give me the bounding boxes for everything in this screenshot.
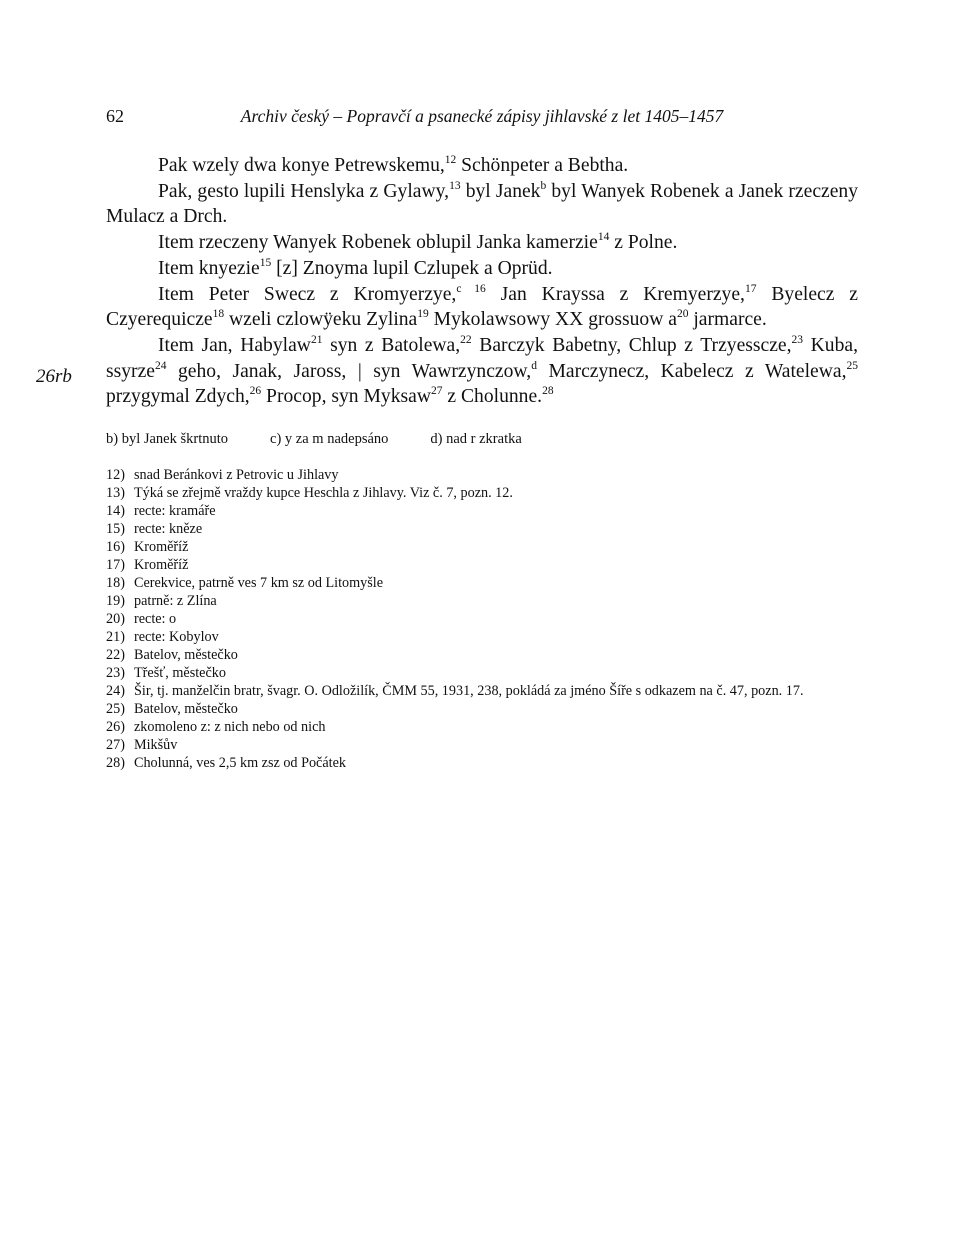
footnote-number: 15) [106, 521, 125, 537]
variant-note: b) byl Janek škrtnuto [106, 431, 229, 447]
variant-note: c) y za m nadepsáno [270, 431, 389, 447]
footnote-number: 13) [106, 485, 125, 501]
text-run: Schönpeter a Bebtha. [456, 155, 629, 176]
footnote-number: 14) [106, 503, 125, 519]
footnote-marker: 19 [417, 308, 429, 321]
footnote [106, 664, 858, 682]
footnote-number: 22) [106, 647, 125, 663]
text-run: Item Peter Swecz z Kromyerzye, [158, 283, 457, 305]
page-header [106, 106, 858, 130]
text-run: z Cholunne. [442, 386, 543, 408]
footnote [106, 574, 858, 592]
footnote-marker: 25 [846, 359, 858, 372]
footnote [106, 628, 858, 646]
footnote-number: 17) [106, 557, 125, 573]
text-run: geho, Janak, Jaross, | syn Wawrzynczow, [166, 360, 532, 382]
text-run: Barczyk Babetny, Chlup z Trzyesscze, [471, 334, 792, 356]
footnote-text: Kroměříž [134, 539, 189, 555]
footnote-number: 26) [106, 719, 125, 735]
footnote-marker: d [531, 359, 537, 372]
footnote-marker: 13 [449, 179, 461, 192]
footnote [106, 592, 858, 610]
footnote [106, 538, 858, 556]
text-run: Pak, gesto lupili Henslyka z Gylawy, [158, 180, 450, 202]
running-title: Archiv český – Popravčí a psanecké zápisy jihlavské z let 1405–1457 [240, 106, 724, 126]
footnote [106, 754, 858, 772]
footnote-marker: 18 [212, 308, 225, 321]
footnote [106, 736, 858, 754]
text-run: jarmarce. [688, 309, 767, 331]
footnote-text: recte: kramáře [134, 503, 216, 519]
footnote-number: 21) [106, 629, 125, 645]
text-run: Procop, syn Myksaw [261, 386, 431, 408]
text-run: byl Wanyek Robenek a Janek rzeczeny Mulacz a Drch. [106, 180, 858, 228]
text-run: Kuba, ssyrze [106, 334, 858, 382]
paragraph [106, 230, 858, 256]
footnote-text: Mikšův [134, 737, 178, 753]
footnote [106, 682, 858, 700]
margin-note: 26rb [36, 366, 72, 387]
variant-note: d) nad r zkratka [430, 431, 522, 447]
footnote-number: 24) [106, 683, 125, 699]
footnote-text: snad Beránkovi z Petrovic u Jihlavy [134, 467, 339, 483]
text-run: Byelecz z Czyerequicze [106, 283, 858, 331]
footnote-number: 27) [106, 737, 125, 753]
paragraph [106, 333, 858, 410]
footnote [106, 718, 858, 736]
footnote-marker: 26 [249, 385, 262, 398]
footnote [106, 502, 858, 520]
text-run: wzeli czlowÿeku Zylina [224, 309, 418, 331]
footnote-text: recte: kněze [134, 521, 203, 537]
footnote-number: 20) [106, 611, 125, 627]
footnote-marker: b [540, 179, 547, 192]
footnote [106, 520, 858, 538]
footnotes [106, 466, 858, 772]
text-run: Item rzeczeny Wanyek Robenek oblupil Janka kamerzie [158, 232, 598, 254]
footnote-marker: 27 [430, 385, 443, 398]
footnote-text: Batelov, městečko [134, 701, 238, 717]
footnote-number: 19) [106, 593, 125, 609]
text-run: Marczynecz, Kabelecz z Watelewa, [536, 360, 847, 382]
page-number: 62 [106, 106, 124, 126]
footnote-number: 16) [106, 539, 125, 555]
footnote-marker: 15 [259, 256, 272, 269]
footnote-number: 28) [106, 755, 125, 771]
footnote-text: Šir, tj. manželčin bratr, švagr. O. Odložilík, ČMM 55, 1931, 238, pokládá za jméno Šíře s odkazem na č. 47, pozn. 17. [134, 683, 804, 699]
text-run: syn z Batolewa, [322, 334, 461, 356]
footnote-number: 23) [106, 665, 125, 681]
footnote-text: Batelov, městečko [134, 647, 238, 663]
footnote-text: zkomoleno z: z nich nebo od nich [134, 719, 326, 735]
paragraph [106, 153, 858, 179]
footnote-marker: c 16 [456, 282, 486, 295]
text-run: Pak wzely dwa konye Petrewskemu, [158, 155, 445, 176]
paragraph [106, 256, 858, 282]
footnote-marker: 22 [460, 333, 472, 346]
text-run: przygymal Zdych, [106, 386, 250, 408]
text-run: Jan Krayssa z Kremyerzye, [485, 283, 745, 305]
text-run: byl Janek [460, 180, 541, 202]
text-run: Mykolawsowy XX grossuow a [428, 309, 677, 331]
paragraph [106, 179, 858, 230]
footnote [106, 484, 858, 502]
text-run: [z] Znoyma lupil Czlupek a Oprüd. [271, 257, 553, 279]
footnote-number: 18) [106, 575, 125, 591]
footnote [106, 646, 858, 664]
footnote-marker: 24 [154, 359, 167, 372]
footnote-marker: 12 [444, 154, 457, 166]
paragraph [106, 282, 858, 333]
footnote-number: 12) [106, 467, 125, 483]
footnote-marker: 21 [310, 333, 323, 346]
footnote-text: Týká se zřejmě vraždy kupce Heschla z Jihlavy. Viz č. 7, pozn. 12. [134, 485, 513, 501]
footnote-marker: 14 [597, 231, 610, 244]
main-text [106, 153, 858, 410]
footnote-text: recte: Kobylov [134, 629, 219, 645]
footnote-text: Kroměříž [134, 557, 189, 573]
variant-notes [106, 430, 858, 448]
footnote-text: Třešť, městečko [134, 665, 226, 681]
footnote [106, 556, 858, 574]
footnote-marker: 20 [676, 308, 689, 321]
text-run: Item Jan, Habylaw [158, 334, 311, 356]
footnote-marker: 17 [744, 282, 757, 295]
footnote [106, 610, 858, 628]
footnote-text: Cholunná, ves 2,5 km zsz od Počátek [134, 755, 346, 771]
footnote-text: recte: o [134, 611, 177, 627]
footnote-number: 25) [106, 701, 125, 717]
text-run: Item knyezie [158, 257, 260, 279]
footnote-text: patrně: z Zlína [134, 593, 217, 609]
footnote-text: Cerekvice, patrně ves 7 km sz od Litomyšle [134, 575, 384, 591]
text-run: z Polne. [609, 232, 678, 254]
footnote-marker: 28 [542, 385, 554, 398]
footnote [106, 466, 858, 484]
footnote [106, 700, 858, 718]
footnote-marker: 23 [791, 333, 804, 346]
